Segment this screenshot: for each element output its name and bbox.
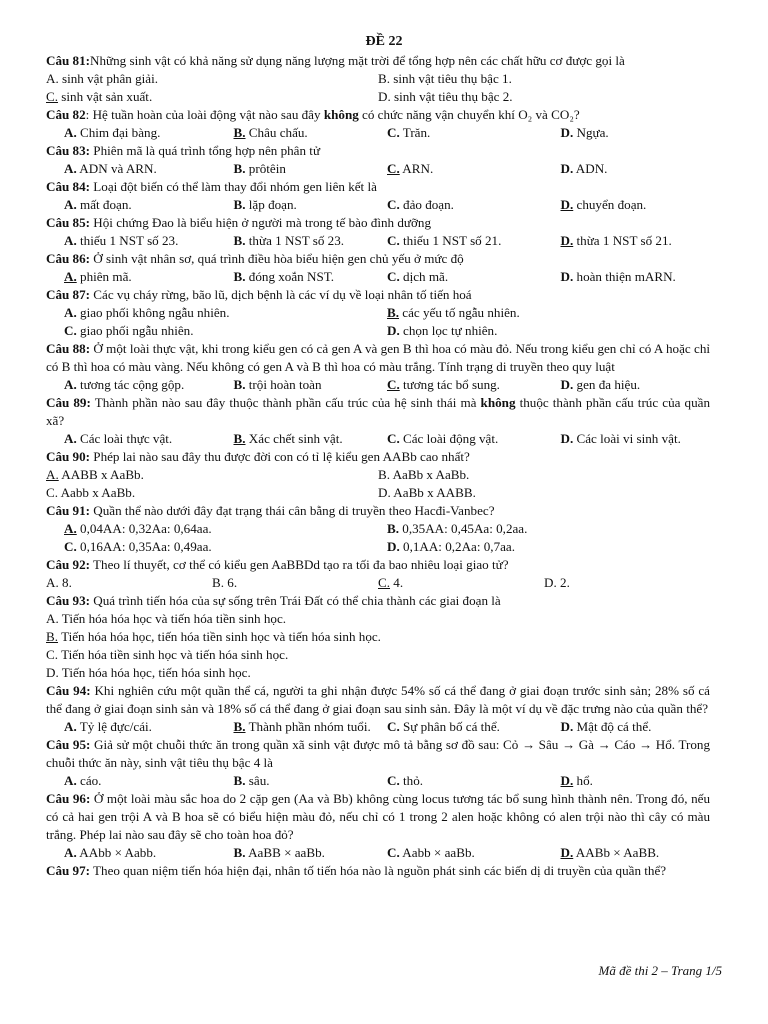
- question-stem: [46, 340, 710, 376]
- option-text: thỏ.: [403, 773, 424, 788]
- option-text: chọn lọc tự nhiên.: [403, 323, 498, 338]
- answer-option: [226, 196, 388, 214]
- option-text: Tiến hóa hóa học, tiến hóa tiền sinh học và tiến hóa sinh học.: [61, 629, 381, 644]
- option-text: giao phối ngẫu nhiên.: [80, 323, 194, 338]
- answer-options: [46, 718, 710, 736]
- option-text: thiếu 1 NST số 23.: [80, 233, 179, 248]
- answer-option: [46, 610, 710, 628]
- page-footer: Mã đề thi 2 – Trang 1/5: [598, 963, 722, 978]
- question-stem: [46, 52, 710, 70]
- option-text: Tiến hóa tiền sinh học và tiến hóa sinh học.: [61, 647, 289, 662]
- answer-option: [64, 322, 387, 340]
- question-stem: [46, 862, 710, 880]
- answer-option: [378, 88, 710, 106]
- option-letter: A.: [64, 233, 77, 248]
- answer-options: [46, 520, 710, 556]
- answer-options: [46, 610, 710, 682]
- answer-options: [46, 160, 710, 178]
- question-number: Câu 89:: [46, 395, 91, 410]
- answer-option: [387, 430, 549, 448]
- question: [46, 52, 710, 106]
- option-text: 4.: [393, 575, 404, 590]
- question: [46, 790, 710, 862]
- option-letter: C.: [46, 89, 59, 104]
- answer-option: [387, 268, 549, 286]
- option-letter: C.: [64, 539, 77, 554]
- option-letter: B.: [233, 431, 246, 446]
- answer-options: [46, 574, 710, 592]
- question-text-after: có chức năng vận chuyển khí O₂ và CO₂?: [358, 107, 580, 122]
- answer-option: [378, 70, 710, 88]
- answer-options: [46, 772, 710, 790]
- answer-option: [549, 196, 711, 214]
- option-letter: D.: [378, 485, 391, 500]
- answer-option: [549, 772, 711, 790]
- answer-option: [64, 124, 226, 142]
- answer-option: [226, 772, 388, 790]
- option-text: ADN và ARN.: [79, 161, 157, 176]
- option-text: lặp đoạn.: [248, 197, 297, 212]
- option-letter: D.: [560, 431, 574, 446]
- answer-option: [46, 574, 212, 592]
- question: [46, 448, 710, 502]
- answer-option: [387, 196, 549, 214]
- question: [46, 286, 710, 340]
- answer-option: [64, 844, 226, 862]
- option-text: sinh vật phân giải.: [62, 71, 159, 86]
- question-text: Theo quan niệm tiến hóa hiện đại, nhân tố tiến hóa nào là nguồn phát sinh các biến dị di truyền của quần thể?: [90, 863, 667, 878]
- answer-option: [378, 466, 710, 484]
- option-letter: D.: [560, 125, 574, 140]
- answer-options: [46, 268, 710, 286]
- answer-option: [549, 718, 711, 736]
- option-letter: A.: [64, 125, 77, 140]
- option-letter: C.: [387, 161, 400, 176]
- option-text: mất đoạn.: [80, 197, 132, 212]
- question-stem: [46, 286, 710, 304]
- question-number: Câu 97:: [46, 863, 91, 878]
- option-letter: D.: [46, 665, 59, 680]
- answer-option: [387, 322, 710, 340]
- option-letter: D.: [544, 575, 557, 590]
- answer-option: [64, 538, 387, 556]
- question-text: Khi nghiên cứu một quần thể cá, người ta ghi nhận được 54% số cá thể đang ở giai đoạn trước sinh sản; 28% số cá thể đang ở giai đoạn sinh sản và 18% số cá thể đang ở giai đoạn sau sinh sản. Đây là một ví dụ về đặc trưng nào của quần thể?: [46, 683, 710, 716]
- option-text: Châu chấu.: [248, 125, 308, 140]
- option-text: Tiến hóa hóa học và tiến hóa tiền sinh học.: [61, 611, 287, 626]
- question-stem: [46, 736, 710, 772]
- option-letter: C.: [387, 431, 400, 446]
- option-text: Aabb × aaBb.: [402, 845, 475, 860]
- answer-option: [64, 772, 226, 790]
- answer-option: [549, 844, 711, 862]
- option-text: Ngựa.: [576, 125, 609, 140]
- option-text: các yếu tố ngẫu nhiên.: [402, 305, 520, 320]
- answer-options: [46, 196, 710, 214]
- question-text: Phép lai nào sau đây thu được đời con có tỉ lệ kiểu gen AABb cao nhất?: [90, 449, 470, 464]
- option-text: Tiến hóa hóa học, tiến hóa sinh học.: [61, 665, 251, 680]
- option-text: gen đa hiệu.: [576, 377, 641, 392]
- question-number: Câu 87:: [46, 287, 91, 302]
- question-text: Ở sinh vật nhân sơ, quá trình điều hòa biểu hiện gen chủ yếu ở mức độ: [90, 251, 464, 266]
- answer-option: [46, 646, 710, 664]
- question-text: Quần thể nào dưới đây đạt trạng thái cân bằng di truyền theo Hacđi-Vanbec?: [90, 503, 495, 518]
- option-letter: C.: [387, 377, 400, 392]
- option-letter: B.: [233, 125, 246, 140]
- option-letter: A.: [64, 521, 77, 536]
- question-stem: [46, 592, 710, 610]
- option-letter: B.: [233, 233, 246, 248]
- question-number: Câu 86:: [46, 251, 91, 266]
- question-text: Ở một loài thực vật, khi trong kiểu gen có cả gen A và gen B thì hoa có màu đỏ. Nếu trong kiểu gen chỉ có A hoặc chỉ có B thì hoa có màu vàng. Nếu không có gen A và B thì hoa có màu trắng. Tính trạng di truyền theo quy luật: [46, 341, 711, 374]
- answer-option: [387, 772, 549, 790]
- answer-option: [387, 304, 710, 322]
- option-text: Tỷ lệ đực/cái.: [79, 719, 152, 734]
- option-text: 0,16AA: 0,35Aa: 0,49aa.: [80, 539, 212, 554]
- answer-option: [387, 160, 549, 178]
- answer-option: [226, 718, 388, 736]
- question: [46, 736, 710, 790]
- answer-options: [46, 376, 710, 394]
- option-text: trội hoàn toàn: [248, 377, 322, 392]
- answer-option: [46, 628, 710, 646]
- question-stem: [46, 682, 710, 718]
- option-letter: B.: [387, 305, 400, 320]
- question-text: Những sinh vật có khả năng sử dụng năng lượng mặt trời để tổng hợp nên các chất hữu cơ được gọi là: [90, 53, 625, 68]
- question-stem: [46, 250, 710, 268]
- question-number: Câu 91:: [46, 503, 91, 518]
- question-stem: [46, 106, 710, 124]
- option-letter: B.: [233, 197, 246, 212]
- question: [46, 178, 710, 214]
- question-number: Câu 94:: [46, 683, 91, 698]
- option-text: chuyển đoạn.: [576, 197, 647, 212]
- question-text: : Hệ tuần hoàn của loài động vật nào sau đây: [85, 107, 324, 122]
- option-text: 6.: [227, 575, 238, 590]
- question-emphasis: không: [480, 395, 516, 410]
- question-number: Câu 84:: [46, 179, 91, 194]
- option-text: Xác chết sinh vật.: [248, 431, 343, 446]
- answer-option: [64, 232, 226, 250]
- answer-options: [46, 430, 710, 448]
- option-letter: A.: [46, 611, 59, 626]
- answer-options: [46, 232, 710, 250]
- answer-option: [226, 232, 388, 250]
- answer-option: [549, 376, 711, 394]
- option-text: hổ.: [576, 773, 593, 788]
- option-text: AAbb × Aabb.: [79, 845, 157, 860]
- option-letter: A.: [64, 845, 77, 860]
- option-letter: A.: [64, 719, 77, 734]
- answer-option: [549, 124, 711, 142]
- option-text: sinh vật tiêu thụ bậc 1.: [393, 71, 512, 86]
- question: [46, 106, 710, 142]
- question-text-after: thuộc thành phần cấu trúc của quần xã?: [46, 395, 710, 428]
- option-letter: D.: [560, 773, 574, 788]
- option-letter: A.: [46, 71, 59, 86]
- answer-option: [226, 844, 388, 862]
- answer-options: [46, 304, 710, 340]
- answer-option: [64, 718, 226, 736]
- option-text: tương tác bổ sung.: [403, 377, 500, 392]
- answer-options: [46, 466, 710, 502]
- question: [46, 142, 710, 178]
- option-text: Thành phần nhóm tuổi.: [248, 719, 371, 734]
- option-text: phiên mã.: [80, 269, 132, 284]
- option-letter: B.: [212, 575, 225, 590]
- option-letter: C.: [46, 485, 59, 500]
- question-emphasis: không: [323, 107, 359, 122]
- option-letter: B.: [233, 269, 246, 284]
- option-text: 2.: [560, 575, 570, 590]
- option-letter: B.: [387, 521, 400, 536]
- option-text: Chim đại bàng.: [80, 125, 161, 140]
- option-letter: D.: [560, 377, 574, 392]
- option-letter: D.: [560, 845, 574, 860]
- question: [46, 502, 710, 556]
- question: [46, 556, 710, 592]
- option-text: thừa 1 NST số 23.: [248, 233, 345, 248]
- answer-option: [46, 664, 710, 682]
- option-letter: D.: [378, 89, 391, 104]
- question: [46, 250, 710, 286]
- option-letter: B.: [378, 71, 391, 86]
- question-stem: [46, 394, 710, 430]
- answer-option: [226, 268, 388, 286]
- option-text: ADN.: [575, 161, 608, 176]
- option-letter: C.: [378, 575, 391, 590]
- option-letter: D.: [560, 719, 574, 734]
- answer-option: [378, 484, 710, 502]
- question: [46, 340, 710, 394]
- answer-option: [46, 484, 378, 502]
- option-letter: C.: [387, 845, 400, 860]
- question-stem: [46, 502, 710, 520]
- answer-option: [212, 574, 378, 592]
- answer-option: [387, 538, 710, 556]
- answer-option: [226, 376, 388, 394]
- question-number: Câu 93:: [46, 593, 91, 608]
- answer-options: [46, 70, 710, 106]
- option-text: prôtêin: [248, 161, 286, 176]
- answer-option: [226, 430, 388, 448]
- answer-option: [64, 520, 387, 538]
- option-letter: B.: [233, 845, 246, 860]
- question-stem: [46, 142, 710, 160]
- option-text: AABB x AaBb.: [61, 467, 144, 482]
- question-number: Câu 90:: [46, 449, 91, 464]
- answer-options: [46, 124, 710, 142]
- question-text: Quá trình tiến hóa của sự sống trên Trái Đất có thể chia thành các giai đoạn là: [90, 593, 501, 608]
- answer-option: [46, 70, 378, 88]
- answer-option: [226, 124, 388, 142]
- option-letter: D.: [560, 233, 574, 248]
- option-text: hoàn thiện mARN.: [576, 269, 676, 284]
- question-number: Câu 85:: [46, 215, 91, 230]
- answer-option: [64, 376, 226, 394]
- question-number: Câu 96:: [46, 791, 91, 806]
- option-text: Các loài vi sinh vật.: [576, 431, 681, 446]
- option-letter: A.: [46, 575, 59, 590]
- question-stem: [46, 790, 710, 844]
- option-text: Trăn.: [402, 125, 431, 140]
- answer-option: [387, 718, 549, 736]
- option-text: AaBb x AABB.: [393, 485, 476, 500]
- option-letter: A.: [64, 377, 77, 392]
- answer-option: [226, 160, 388, 178]
- question-text: Hội chứng Đao là biểu hiện ở người mà trong tế bào đình dưỡng: [90, 215, 431, 230]
- question-stem: [46, 178, 710, 196]
- question-text: Loại đột biến có thể làm thay đổi nhóm gen liên kết là: [90, 179, 377, 194]
- option-text: Các loài thực vật.: [80, 431, 173, 446]
- answer-option: [64, 304, 387, 322]
- option-letter: A.: [64, 431, 77, 446]
- answer-option: [64, 160, 226, 178]
- option-text: Mật độ cá thể.: [576, 719, 652, 734]
- question-list: [46, 52, 710, 880]
- option-letter: B.: [378, 467, 391, 482]
- question-number: Câu 81:: [46, 53, 91, 68]
- option-text: Aabb x AaBb.: [60, 485, 136, 500]
- answer-option: [378, 574, 544, 592]
- option-text: dịch mã.: [403, 269, 449, 284]
- question: [46, 214, 710, 250]
- option-letter: B.: [233, 377, 246, 392]
- answer-option: [544, 574, 710, 592]
- question-number: Câu 95:: [46, 737, 91, 752]
- answer-option: [387, 844, 549, 862]
- answer-option: [387, 232, 549, 250]
- option-text: tương tác cộng gộp.: [80, 377, 185, 392]
- option-letter: C.: [387, 125, 400, 140]
- option-letter: C.: [387, 269, 400, 284]
- option-text: sinh vật tiêu thụ bậc 2.: [394, 89, 513, 104]
- answer-option: [46, 466, 378, 484]
- question-number: Câu 83:: [46, 143, 91, 158]
- option-letter: A.: [64, 197, 77, 212]
- answer-option: [387, 376, 549, 394]
- option-text: cáo.: [80, 773, 102, 788]
- question-stem: [46, 448, 710, 466]
- answer-option: [64, 268, 226, 286]
- answer-option: [549, 430, 711, 448]
- option-text: sinh vật sản xuất.: [61, 89, 153, 104]
- option-letter: B.: [233, 161, 246, 176]
- question-text: Thành phần nào sau đây thuộc thành phần cấu trúc của hệ sinh thái mà: [90, 395, 481, 410]
- answer-option: [64, 430, 226, 448]
- option-text: đảo đoạn.: [403, 197, 454, 212]
- option-letter: B.: [46, 629, 59, 644]
- answer-option: [64, 196, 226, 214]
- option-text: AABb × AaBB.: [575, 845, 660, 860]
- option-letter: A.: [64, 305, 77, 320]
- option-letter: D.: [387, 539, 400, 554]
- option-text: 0,04AA: 0,32Aa: 0,64aa.: [80, 521, 212, 536]
- question-number: Câu 82: [46, 107, 86, 122]
- answer-option: [387, 124, 549, 142]
- question-number: Câu 88:: [46, 341, 91, 356]
- option-letter: D.: [560, 269, 574, 284]
- option-letter: C.: [46, 647, 59, 662]
- question-text: Các vụ cháy rừng, bão lũ, dịch bệnh là các ví dụ về loại nhân tố tiến hoá: [90, 287, 472, 302]
- question: [46, 862, 710, 880]
- option-text: Sự phân bố cá thể.: [403, 719, 500, 734]
- question-stem: [46, 214, 710, 232]
- option-letter: B.: [233, 719, 246, 734]
- option-text: Các loài động vật.: [403, 431, 499, 446]
- option-letter: D.: [560, 197, 574, 212]
- option-letter: A.: [46, 467, 59, 482]
- option-letter: C.: [387, 719, 400, 734]
- question-text: Theo lí thuyết, cơ thể có kiểu gen AaBBDd tạo ra tối đa bao nhiêu loại giao tử?: [90, 557, 509, 572]
- option-letter: D.: [387, 323, 400, 338]
- answer-option: [549, 160, 711, 178]
- question-stem: [46, 556, 710, 574]
- option-letter: B.: [233, 773, 246, 788]
- option-text: đóng xoắn NST.: [248, 269, 335, 284]
- option-text: ARN.: [402, 161, 434, 176]
- answer-option: [46, 88, 378, 106]
- option-letter: A.: [64, 773, 77, 788]
- option-text: giao phối không ngẫu nhiên.: [80, 305, 230, 320]
- question-text: Giả sử một chuỗi thức ăn trong quần xã sinh vật được mô tả bằng sơ đồ sau: Cỏ → Sâu → Gà → Cáo → Hổ. Trong chuỗi thức ăn này, sinh vật tiêu thụ bậc 4 là: [46, 737, 711, 770]
- question-text: Phiên mã là quá trình tổng hợp nên phân tử: [90, 143, 321, 158]
- exam-title: ĐỀ 22: [365, 34, 403, 49]
- answer-option: [549, 268, 711, 286]
- question: [46, 394, 710, 448]
- question: [46, 592, 710, 682]
- option-letter: A.: [64, 269, 77, 284]
- option-text: AaBB × aaBb.: [248, 845, 325, 860]
- option-letter: A.: [64, 161, 77, 176]
- option-letter: C.: [387, 233, 400, 248]
- question-text: Ở một loài màu sắc hoa do 2 cặp gen (Aa và Bb) không cùng locus tương tác bổ sung hình thành nên. Trong đó, nếu có cả hai gen trội A và B hoa sẽ có biểu hiện màu đỏ, nếu chỉ có 1 trong 2 alen hoặc không có alen trội nào thì cây có màu trắng. Phép lai nào sau đây sẽ cho toàn hoa đỏ?: [46, 791, 711, 842]
- option-text: AaBb x AaBb.: [392, 467, 470, 482]
- answer-option: [387, 520, 710, 538]
- option-text: thiếu 1 NST số 21.: [403, 233, 502, 248]
- option-text: sâu.: [248, 773, 270, 788]
- answer-options: [46, 844, 710, 862]
- option-text: thừa 1 NST số 21.: [576, 233, 672, 248]
- option-letter: D.: [560, 161, 574, 176]
- option-text: 8.: [62, 575, 72, 590]
- option-letter: C.: [387, 773, 400, 788]
- question: [46, 682, 710, 736]
- option-text: 0,35AA: 0,45Aa: 0,2aa.: [402, 521, 528, 536]
- option-letter: C.: [64, 323, 77, 338]
- question-number: Câu 92:: [46, 557, 91, 572]
- answer-option: [549, 232, 711, 250]
- option-text: 0,1AA: 0,2Aa: 0,7aa.: [403, 539, 516, 554]
- option-letter: C.: [387, 197, 400, 212]
